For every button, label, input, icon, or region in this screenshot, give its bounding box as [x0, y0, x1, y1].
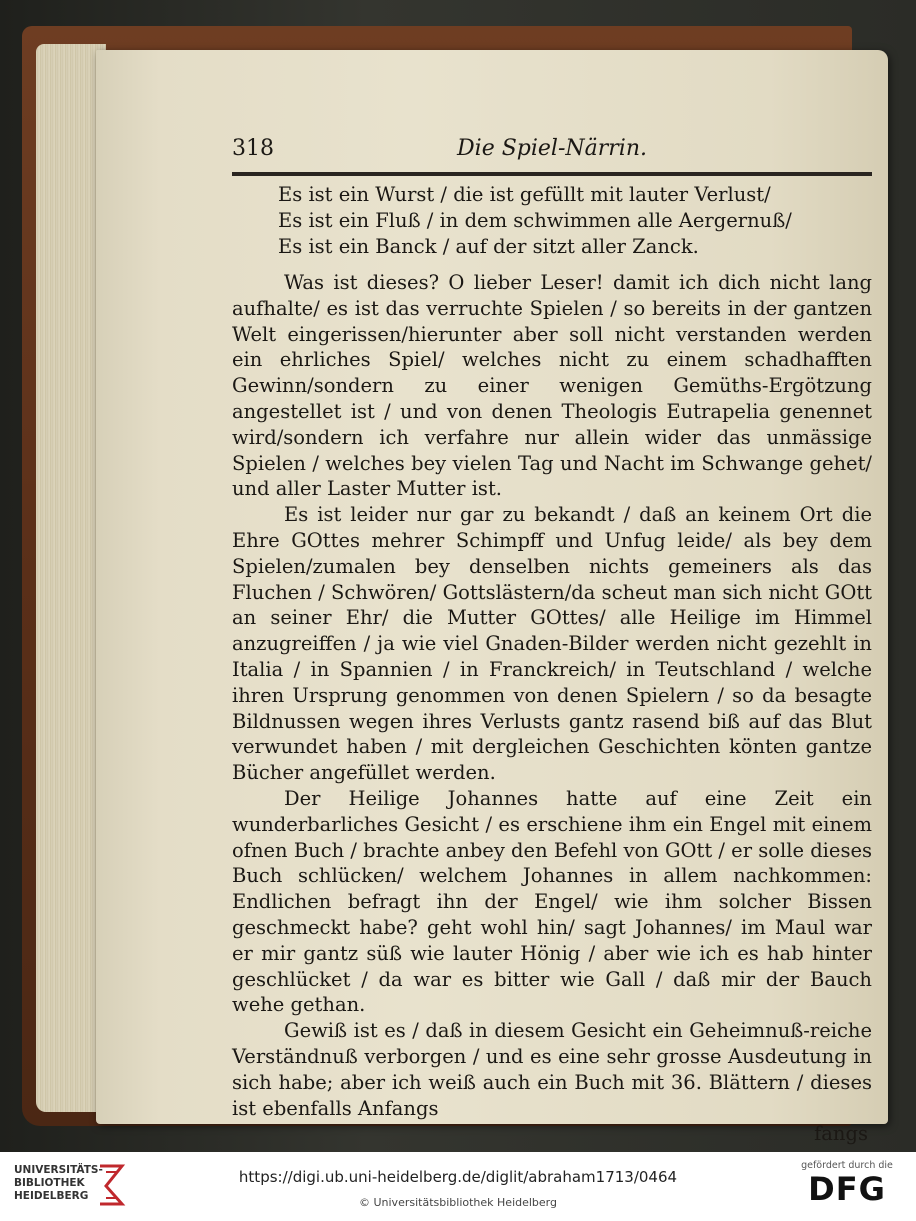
library-name-line: BIBLIOTHEK — [14, 1177, 85, 1189]
paragraph — [232, 1018, 872, 1121]
paragraph-text: Was ist dieses? O lieber Leser! damit ich dich nicht lang aufhalte/ es ist das verruchte Spielen / so bereits in der gantzen Welt eingerissen/hierunter aber soll nicht verstanden werden ein ehrliches Spiel/ welches nicht zu einem schadhafften Gewinn/sondern zu einer wenigen Gemüths-Ergötzung angestellet ist / und von denen Theologis Eutrapelia genennet wird/sondern ich verfahre nur allein wider das unmässige Spielen / welches bey vielen Tag und Nacht im Schwange gehet/ und aller Laster Mutter ist. — [232, 271, 872, 501]
paragraph-text: Der Heilige Johannes hatte auf eine Zeit ein wunderbarliches Gesicht / es erschiene ihm ein Engel mit einem ofnen Buch / brachte anbey den Befehl von GOtt / er solle dieses Buch schlücken/ welchem Johannes in allem nachkommen: Endlichen befragt ihn der Engel/ wie ihm solcher Bissen geschmeckt habe? geht wohl hin/ sagt Johannes/ im Maul war er mir gantz süß wie lauter Hönig / aber wie ich es hab hinter geschlücket / da war es bitter wie Gall / daß mir der Bauch wehe gethan. — [232, 786, 873, 1017]
paragraph — [232, 270, 872, 502]
viewer-footer — [0, 1152, 916, 1221]
funding-note: gefördert durch die — [801, 1160, 893, 1171]
paragraph-text: Gewiß ist es / daß in diesem Gesicht ein Geheimnuß-reiche Verständnuß verborgen / und es eine sehr grosse Ausdeutung in sich habe; aber ich weiß auch ein Buch mit 36. Blättern / dieses ist ebenfalls Anfangs — [232, 1019, 872, 1120]
copyright-notice: © Universitätsbibliothek Heidelberg — [358, 1196, 557, 1209]
page-header — [232, 136, 872, 170]
page-text — [232, 136, 872, 1147]
header-rule — [232, 172, 872, 176]
paragraph — [232, 502, 872, 786]
funder-logo[interactable] — [792, 1160, 902, 1207]
library-name-line: HEIDELBERG — [14, 1190, 89, 1202]
verse-block — [232, 182, 872, 260]
catchword: fangs — [814, 1122, 868, 1146]
dfg-wordmark: DFG — [808, 1170, 886, 1208]
permalink-url[interactable]: https://digi.ub.uni-heidelberg.de/diglit/abraham1713/0464 — [238, 1168, 678, 1186]
verse-line: Es ist ein Banck / auf der sitzt aller Zanck. — [278, 235, 699, 258]
library-name-line: UNIVERSITÄTS- — [14, 1164, 103, 1176]
running-title: Die Spiel-Närrin. — [457, 136, 647, 161]
page-number: 318 — [232, 136, 274, 161]
verse-line: Es ist ein Wurst / die ist gefüllt mit lauter Verlust/ — [278, 183, 771, 206]
paragraph-text: Es ist leider nur gar zu bekandt / daß an keinem Ort die Ehre GOttes mehrer Schimpff und Unfug leide/ als bey dem Spielen/zumalen bey denselben nichts gemeiners als das Fluchen / Schwören/ Gottslästern/da scheut man sich nicht GOtt an seiner Ehr/ die Mutter GOttes/ alle Heilige im Himmel anzugreiffen / ja wie viel Gnaden-Bilder werden nicht gezehlt in Italia / in Spannien / in Franckreich/ in Teutschland / welche ihren Ursprung genommen von denen Spielern / so da besagte Bildnussen wegen ihres Verlusts gantz rasend biß auf das Blut verwundet haben / mit dergleichen Geschichten könten gantze Bücher angefüllet werden. — [232, 503, 872, 785]
paragraph — [232, 786, 872, 1018]
verse-line: Es ist ein Fluß / in dem schwimmen alle Aergernuß/ — [278, 209, 792, 232]
